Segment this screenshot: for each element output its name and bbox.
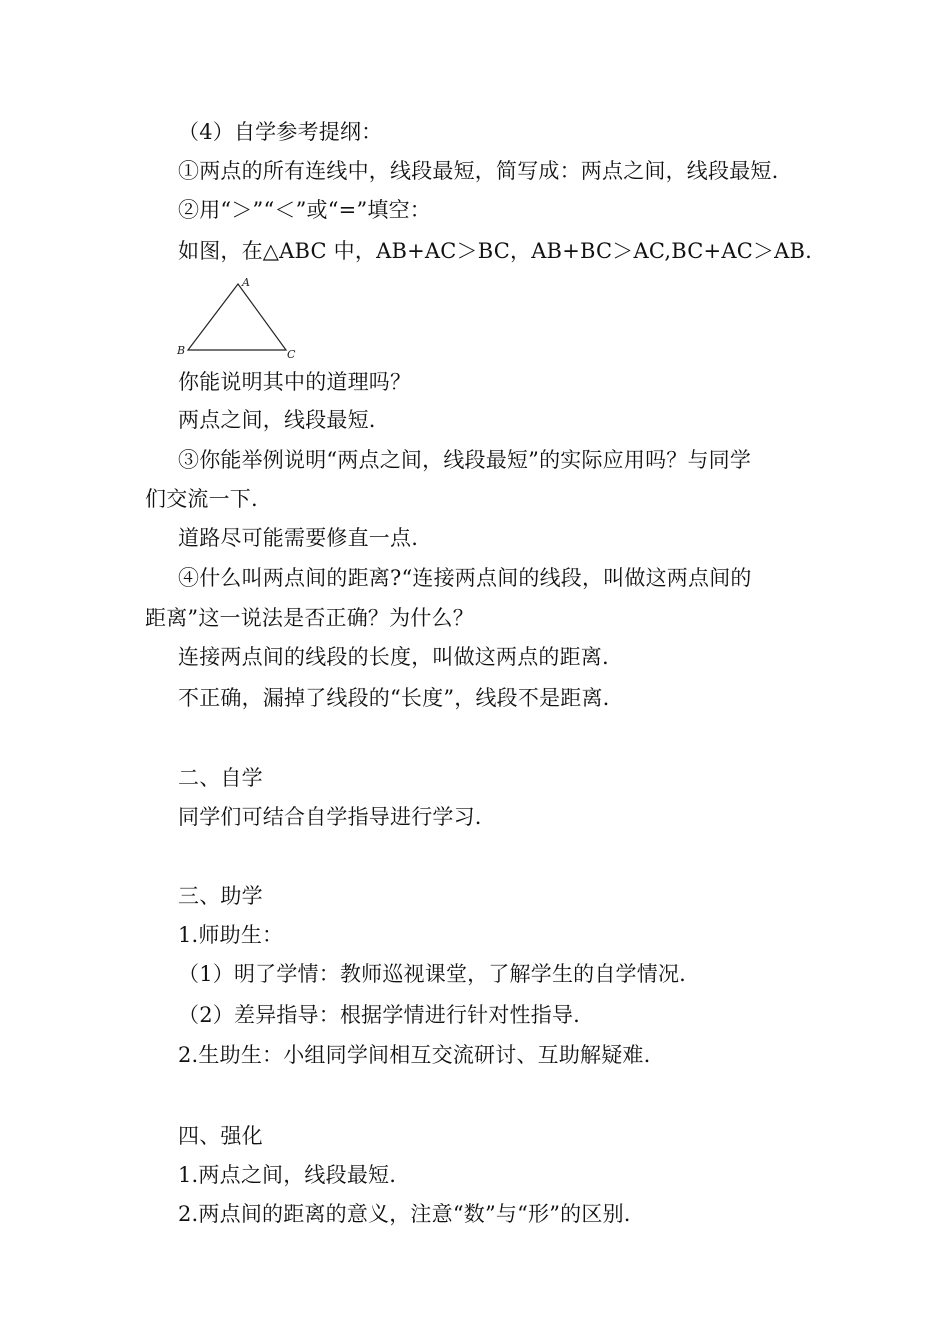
answer-item-4-b: 不正确，漏掉了线段的“长度”，线段不是距离. — [178, 686, 610, 710]
triangle-abc-figure — [175, 272, 305, 364]
triangle-label-b: B — [177, 344, 186, 357]
triangle-label-c: C — [287, 348, 296, 361]
section-four-point-2: 2.两点间的距离的意义，注意“数”与“形”的区别. — [178, 1202, 631, 1226]
section-three-heading: 三、助学 — [178, 884, 263, 908]
section-four-heading: 四、强化 — [178, 1124, 263, 1148]
section-three-sub-1-b: （2）差异指导：根据学情进行针对性指导. — [178, 1003, 581, 1027]
outline-item-2-text: 如图，在△ABC 中，AB+AC＞BC，AB+BC＞AC,BC+AC＞AB. — [178, 239, 813, 263]
answer-reason: 两点之间，线段最短. — [178, 408, 376, 432]
section-two-heading: 二、自学 — [178, 766, 263, 790]
section-two-text: 同学们可结合自学指导进行学习. — [178, 805, 482, 829]
outline-item-4-line-1: ④什么叫两点间的距离?“连接两点间的线段，叫做这两点间的 — [178, 566, 752, 590]
triangle-abc-shape — [188, 284, 286, 350]
outline-item-3-line-1: ③你能举例说明“两点之间，线段最短”的实际应用吗？与同学 — [178, 448, 752, 472]
question-reason: 你能说明其中的道理吗？ — [178, 370, 412, 394]
outline-item-1: ①两点的所有连线中，线段最短，简写成：两点之间，线段最短. — [178, 159, 779, 183]
triangle-label-a: A — [242, 276, 250, 289]
outline-item-3-line-2: 们交流一下. — [145, 487, 258, 511]
section-three-sub-1: 1.师助生： — [178, 923, 284, 947]
outline-title: （4）自学参考提纲： — [178, 120, 383, 144]
answer-item-4-a: 连接两点间的线段的长度，叫做这两点的距离. — [178, 645, 609, 669]
section-three-sub-2: 2.生助生：小组同学间相互交流研讨、互助解疑难. — [178, 1043, 651, 1067]
section-three-sub-1-a: （1）明了学情：教师巡视课堂，了解学生的自学情况. — [178, 962, 687, 986]
answer-item-3: 道路尽可能需要修直一点. — [178, 526, 419, 550]
outline-item-4-line-2: 距离”这一说法是否正确？为什么？ — [145, 606, 474, 630]
section-four-point-1: 1.两点之间，线段最短. — [178, 1163, 397, 1187]
outline-item-2: ②用“＞”“＜”或“=”填空： — [178, 198, 432, 222]
